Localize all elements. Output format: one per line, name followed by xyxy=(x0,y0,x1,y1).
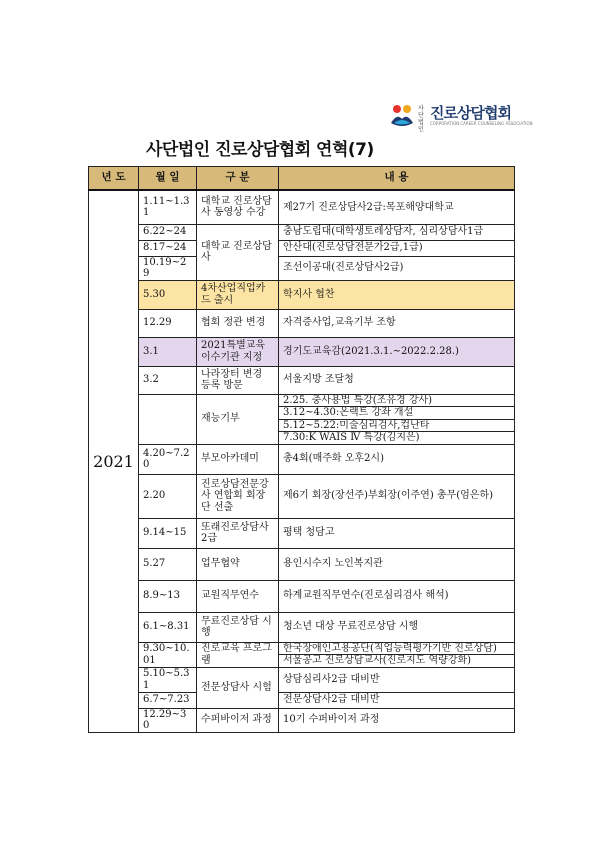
header-content: 내 용 xyxy=(279,167,515,191)
category-cell: 대학교 진로상담사 xyxy=(197,224,279,280)
content-cell: 상담심리사2급 대비반 xyxy=(279,667,515,692)
category-cell: 진로교육 프로그램 xyxy=(197,642,279,667)
table-row xyxy=(89,444,515,474)
category-cell: 2021특별교육 이수기관 지정 xyxy=(197,337,279,366)
category-cell: 나라장터 변경 등록 방문 xyxy=(197,366,279,394)
association-logo xyxy=(388,101,533,133)
table-row xyxy=(89,256,515,280)
table-row xyxy=(89,708,515,732)
content-cell: 충남도립대(대학생토레상담자, 심리상담사1급 xyxy=(279,224,515,240)
table-row xyxy=(89,224,515,240)
table-row xyxy=(89,612,515,642)
date-cell: 8.9~13 xyxy=(139,580,197,612)
content-cell: 경기도교육감(2021.3.1.~2022.2.28.) xyxy=(279,337,515,366)
table-row xyxy=(89,692,515,708)
date-cell: 12.29 xyxy=(139,309,197,337)
category-cell: 또래진로상담사 2급 xyxy=(197,518,279,548)
table-row xyxy=(89,518,515,548)
category-cell: 업무협약 xyxy=(197,548,279,580)
content-cell: 서울지방 조달청 xyxy=(279,366,515,394)
content-cell: 청소년 대상 무료진로상담 시행 xyxy=(279,612,515,642)
table-row xyxy=(89,309,515,337)
history-table xyxy=(88,166,515,733)
table-row xyxy=(89,642,515,655)
category-cell: 전문상담사 시험 xyxy=(197,667,279,708)
header-category: 구 분 xyxy=(197,167,279,191)
category-cell: 무료진로상담 시행 xyxy=(197,612,279,642)
content-cell: 하계교원직무연수(진로심리검사 해석) xyxy=(279,580,515,612)
content-cell: 제27기 진로상담사2급:목포해양대학교 xyxy=(279,190,515,224)
content-cell: 평택 청담고 xyxy=(279,518,515,548)
content-cell: 한국장애인고용공단(직업능력평가기반 진로상담) xyxy=(279,642,515,655)
logo-small-text: 사단법인 xyxy=(418,105,424,133)
date-cell: 5.30 xyxy=(139,280,197,309)
table-row xyxy=(89,240,515,256)
content-cell: 자격증사업,교육기부 조항 xyxy=(279,309,515,337)
category-cell: 대학교 진로상담사 동영상 수강 xyxy=(197,190,279,224)
logo-subtitle: CORPORATION CAREER COUNSELING ASSOCIATION xyxy=(430,121,533,126)
year-cell: 2021 xyxy=(89,190,139,732)
date-cell: 12.29~30 xyxy=(139,708,197,732)
date-cell: 3.1 xyxy=(139,337,197,366)
table-row xyxy=(89,337,515,366)
content-cell: 안산대(진로상담전문가2급,1급) xyxy=(279,240,515,256)
date-cell: 6.7~7.23 xyxy=(139,692,197,708)
date-cell: 9.30~10.01 xyxy=(139,642,197,667)
table-row xyxy=(89,548,515,580)
date-cell: 3.2 xyxy=(139,366,197,394)
table-row xyxy=(89,366,515,394)
content-cell: 10기 수퍼바이저 과정 xyxy=(279,708,515,732)
content-cell: 전문상담사2급 대비반 xyxy=(279,692,515,708)
category-cell: 4차산업직업카드 출시 xyxy=(197,280,279,309)
content-cell: 총4회(매주화 오후2시) xyxy=(279,444,515,474)
content-cell: 조선이공대(진로상담사2급) xyxy=(279,256,515,280)
category-cell: 진로상담전문강사 연합회 회장단 선출 xyxy=(197,474,279,518)
date-cell xyxy=(139,394,197,444)
date-cell: 1.11~1.31 xyxy=(139,190,197,224)
date-cell: 10.19~29 xyxy=(139,256,197,280)
table-row xyxy=(89,580,515,612)
date-cell: 5.10~5.31 xyxy=(139,667,197,692)
category-cell: 교원직무연수 xyxy=(197,580,279,612)
page-title: 사단법인 진로상담협회 연혁(7) xyxy=(146,140,374,160)
date-cell: 9.14~15 xyxy=(139,518,197,548)
date-cell: 6.1~8.31 xyxy=(139,612,197,642)
category-cell: 수퍼바이저 과정 xyxy=(197,708,279,732)
table-header-row xyxy=(89,167,515,191)
date-cell: 8.17~24 xyxy=(139,240,197,256)
date-cell: 5.27 xyxy=(139,548,197,580)
content-cell: 학지사 협찬 xyxy=(279,280,515,309)
content-cell: 용인시수지 노인복지관 xyxy=(279,548,515,580)
logo-emblem-icon xyxy=(388,101,416,129)
table-row xyxy=(89,190,515,224)
table-row xyxy=(89,667,515,692)
content-cell: 서울공고 진로상담교사(진로지도 역량강화) xyxy=(279,655,515,668)
table-row xyxy=(89,280,515,309)
logo-name: 진로상담협회 xyxy=(430,104,511,122)
category-cell: 부모아카데미 xyxy=(197,444,279,474)
content-cell: 2.25. 충사용법 특강(조유경 강사) xyxy=(279,394,515,407)
category-cell: 재능기부 xyxy=(197,394,279,444)
date-cell: 2.20 xyxy=(139,474,197,518)
content-cell: 3.12~4.30:온랙트 강좌 개설 xyxy=(279,407,515,420)
date-cell: 6.22~24 xyxy=(139,224,197,240)
header-year: 년 도 xyxy=(89,167,139,191)
content-cell: 7.30:K WAIS Ⅳ 특강(김지은) xyxy=(279,432,515,445)
header-date: 월 일 xyxy=(139,167,197,191)
content-cell: 제6기 회장(장선주)부회장(이주연) 총무(엄은하) xyxy=(279,474,515,518)
content-cell: 5.12~5.22:미술심리검사,컵난타 xyxy=(279,419,515,432)
table-row xyxy=(89,474,515,518)
date-cell: 4.20~7.20 xyxy=(139,444,197,474)
category-cell: 협회 정관 변경 xyxy=(197,309,279,337)
table-row xyxy=(89,394,515,407)
